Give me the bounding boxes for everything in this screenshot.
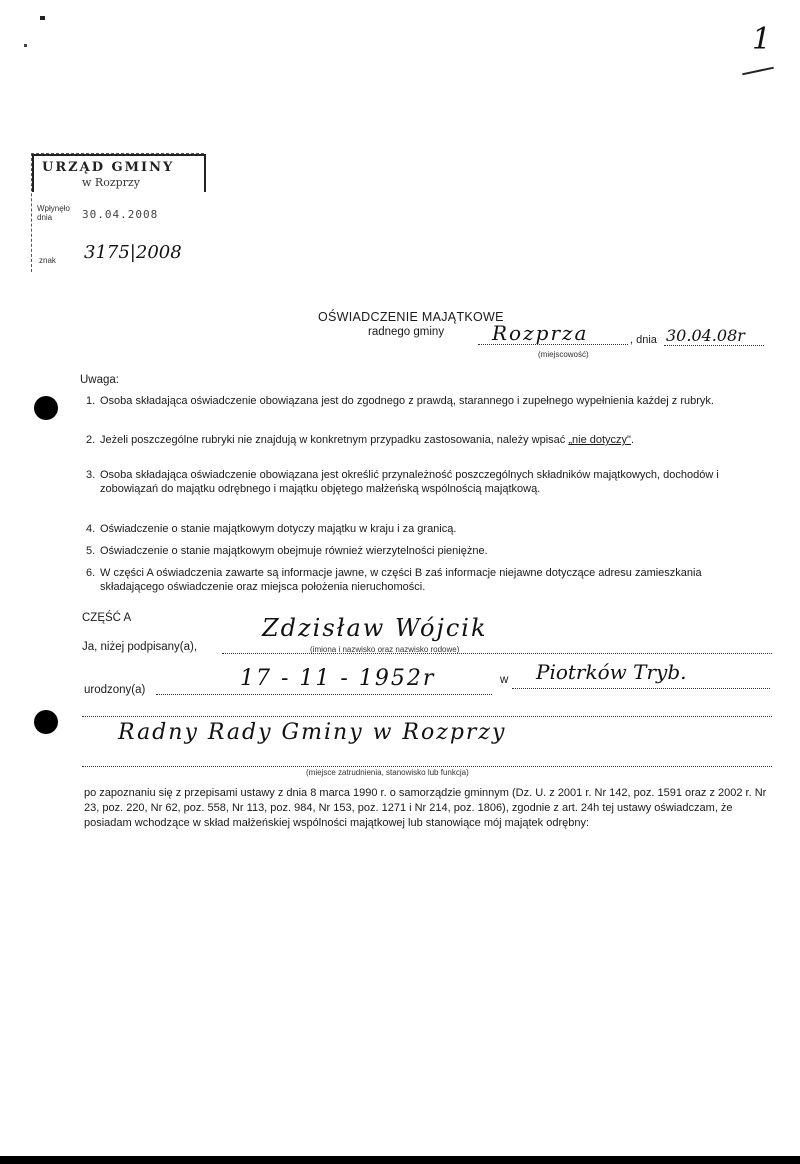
declaration-text: po zapoznaniu się z przepisami ustawy z dnia 8 marca 1990 r. o samorządzie gminnym (Dz. U. z 2001 r. Nr 142, poz. 1591 oraz z 2002 r. Nr 23, poz. 220, Nr 62, poz. 558, Nr 113, poz. 984, Nr 153, poz. 1271 i Nr 214, poz. 1806), zgodnie z art. 24h tej ustawy oświadczam, że posiadam wchodzące w skład małżeńskiej wspólności majątkowej lub stanowiące mój majątek odrębny: — [84, 787, 767, 829]
stamp-header-box — [32, 154, 206, 192]
note-text: W części A oświadczenia zawarte są informacje jawne, w części B zaś informacje niejawne dotyczące adresu zamieszkania składającego oświadczenie oraz miejsca położenia nieruchomości. — [100, 567, 702, 593]
note-item-5 — [86, 544, 766, 558]
notes-heading: Uwaga: — [80, 374, 119, 386]
punch-hole-mark — [34, 396, 58, 420]
note-number: 3. — [86, 469, 96, 481]
position-dots-bottom — [82, 766, 772, 767]
scan-speck — [24, 44, 27, 47]
signed-label: Ja, niżej podpisany(a), — [82, 641, 198, 653]
name-caption: (imiona i nazwisko oraz nazwisko rodowe) — [310, 645, 460, 654]
born-label: urodzony(a) — [84, 684, 146, 696]
note-text: Oświadczenie o stanie majątkowym obejmuje również wierzytelności pieniężne. — [100, 545, 488, 557]
note-text — [100, 433, 760, 447]
birth-place-field: Piotrków Tryb. — [536, 660, 687, 684]
note-quote: „nie dotyczy" — [568, 434, 631, 446]
document-subtitle: radnego gminy — [368, 326, 445, 338]
registry-stamp — [31, 153, 204, 272]
note-item-2 — [86, 433, 766, 447]
name-field: Zdzisław Wójcik — [262, 614, 488, 642]
stamp-received-label: Wpłynęło dnia — [37, 204, 70, 222]
position-field: Radny Rady Gminy w Rozprzy — [118, 720, 507, 745]
note-text-part: . — [630, 434, 635, 446]
document-title: OŚWIADCZENIE MAJĄTKOWE — [318, 310, 504, 324]
stamp-ref-number: 3175|2008 — [84, 242, 182, 263]
note-text: Oświadczenie o stanie majątkowym dotyczy majątku w kraju i za granicą. — [100, 523, 457, 535]
name-dots — [222, 653, 772, 654]
place-dots — [478, 344, 628, 345]
note-number: 4. — [86, 523, 96, 535]
note-text: Osoba składająca oświadczenie obowiązana jest określić przynależność poszczególnych składników majątkowych, dochodów i zobowiązań do majątku odrębnego i majątku objętego małżeńską wspólnością majątkową. — [100, 469, 719, 495]
stamp-received-date: 30.04.2008 — [82, 208, 159, 221]
stamp-office: URZĄD GMINY — [42, 160, 175, 175]
note-number: 5. — [86, 545, 96, 557]
date-field: 30.04.08r — [666, 326, 745, 345]
birth-place-dots — [512, 688, 770, 689]
note-item-3 — [86, 468, 766, 496]
birth-date-dots — [156, 694, 492, 695]
note-text-part: Jeżeli poszczególne rubryki nie znajdują w konkretnym przypadku zastosowania, należy wpisać — [100, 434, 569, 446]
place-caption: (miejscowość) — [538, 350, 589, 359]
note-item-6 — [86, 566, 766, 594]
stamp-location: w Rozprzy — [82, 176, 140, 189]
punch-hole-mark — [34, 710, 58, 734]
scan-edge — [0, 1156, 800, 1164]
date-dots — [664, 345, 764, 346]
date-label: , dnia — [630, 334, 657, 346]
in-label: w — [500, 674, 509, 686]
note-number: 2. — [86, 434, 96, 446]
page-number-underline — [742, 67, 774, 76]
page-number: 1 — [752, 22, 772, 57]
note-item-1 — [86, 394, 766, 408]
note-number: 6. — [86, 567, 96, 579]
note-item-4 — [86, 522, 766, 536]
scan-speck — [40, 16, 45, 20]
stamp-ref-label: znak — [39, 256, 56, 265]
birth-date-field: 17 - 11 - 1952r — [240, 666, 436, 691]
position-dots-top — [82, 716, 772, 717]
note-text: Osoba składająca oświadczenie obowiązana jest do zgodnego z prawdą, starannego i zupełnego wypełnienia każdej z rubryk. — [100, 395, 714, 407]
part-a-heading: CZĘŚĆ A — [82, 612, 132, 624]
position-caption: (miejsce zatrudnienia, stanowisko lub funkcja) — [306, 768, 469, 777]
place-field: Rozprza — [492, 321, 589, 345]
note-number: 1. — [86, 395, 96, 407]
